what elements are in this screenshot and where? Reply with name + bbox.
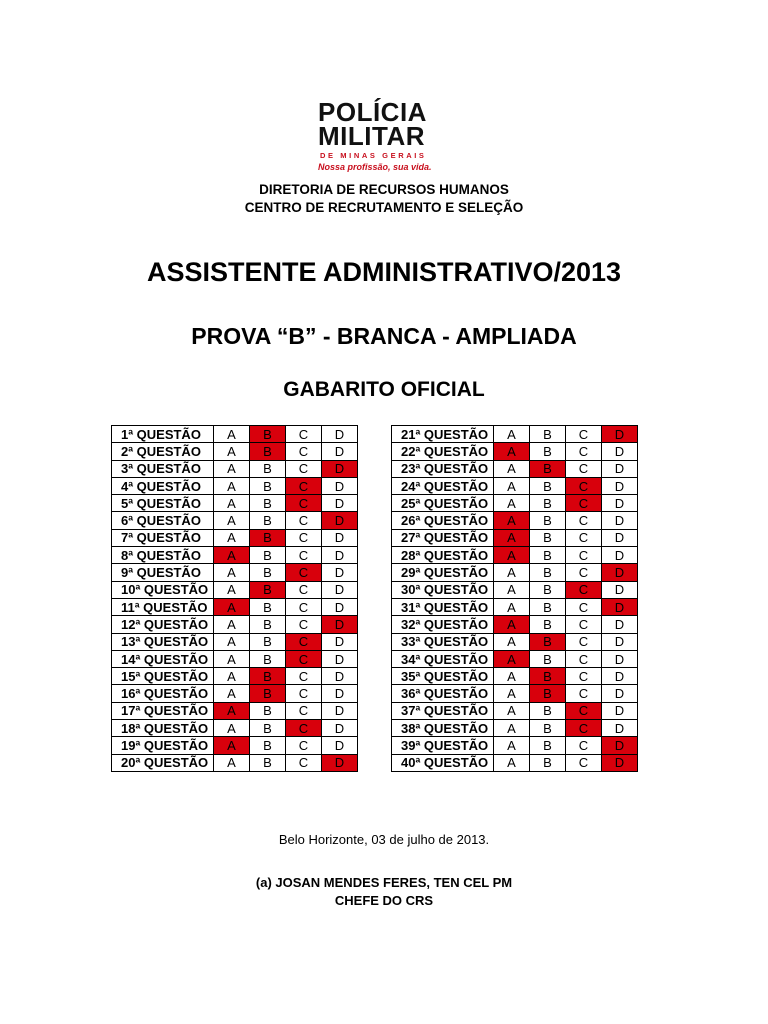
- option-b: B: [530, 616, 566, 633]
- option-a-correct: A: [494, 529, 530, 546]
- option-d: D: [322, 598, 358, 615]
- option-d: D: [322, 702, 358, 719]
- option-c-correct: C: [566, 720, 602, 737]
- question-label: 18ª QUESTÃO: [112, 720, 214, 737]
- option-d-correct: D: [602, 737, 638, 754]
- option-c-correct: C: [286, 633, 322, 650]
- option-b: B: [250, 737, 286, 754]
- question-label: 13ª QUESTÃO: [112, 633, 214, 650]
- option-b: B: [530, 443, 566, 460]
- question-label: 25ª QUESTÃO: [392, 495, 494, 512]
- table-row: [392, 633, 638, 650]
- question-label: 16ª QUESTÃO: [112, 685, 214, 702]
- option-a: A: [214, 529, 250, 546]
- option-d: D: [322, 426, 358, 443]
- question-label: 17ª QUESTÃO: [112, 702, 214, 719]
- option-a: A: [494, 495, 530, 512]
- option-c: C: [566, 460, 602, 477]
- option-d: D: [322, 668, 358, 685]
- table-row: [112, 633, 358, 650]
- option-b: B: [250, 512, 286, 529]
- option-a-correct: A: [494, 443, 530, 460]
- option-a: A: [214, 426, 250, 443]
- option-a-correct: A: [214, 737, 250, 754]
- option-d-correct: D: [322, 460, 358, 477]
- option-a: A: [494, 477, 530, 494]
- question-label: 38ª QUESTÃO: [392, 720, 494, 737]
- option-b: B: [530, 547, 566, 564]
- option-c: C: [566, 685, 602, 702]
- option-d: D: [322, 685, 358, 702]
- table-row: [392, 477, 638, 494]
- option-b: B: [250, 547, 286, 564]
- question-label: 36ª QUESTÃO: [392, 685, 494, 702]
- option-b: B: [250, 460, 286, 477]
- question-label: 19ª QUESTÃO: [112, 737, 214, 754]
- question-label: 1ª QUESTÃO: [112, 426, 214, 443]
- question-label: 4ª QUESTÃO: [112, 477, 214, 494]
- option-a: A: [214, 754, 250, 771]
- logo-line-2: MILITAR: [318, 121, 425, 151]
- question-label: 8ª QUESTÃO: [112, 547, 214, 564]
- table-row: [392, 443, 638, 460]
- answer-key-heading: GABARITO OFICIAL: [283, 378, 485, 401]
- option-d: D: [322, 581, 358, 598]
- option-c: C: [286, 581, 322, 598]
- option-a: A: [494, 633, 530, 650]
- option-b: B: [250, 564, 286, 581]
- option-b: B: [530, 512, 566, 529]
- table-row: [112, 547, 358, 564]
- option-c: C: [286, 529, 322, 546]
- option-a: A: [214, 443, 250, 460]
- option-c: C: [566, 737, 602, 754]
- option-c: C: [566, 512, 602, 529]
- question-label: 26ª QUESTÃO: [392, 512, 494, 529]
- option-d-correct: D: [602, 426, 638, 443]
- answer-table-left: [111, 425, 358, 772]
- question-label: 28ª QUESTÃO: [392, 547, 494, 564]
- table-row: [112, 529, 358, 546]
- option-b-correct: B: [250, 581, 286, 598]
- option-a: A: [214, 564, 250, 581]
- option-d: D: [322, 737, 358, 754]
- question-label: 10ª QUESTÃO: [112, 581, 214, 598]
- option-b: B: [530, 477, 566, 494]
- option-b: B: [530, 720, 566, 737]
- question-label: 31ª QUESTÃO: [392, 598, 494, 615]
- option-c: C: [566, 443, 602, 460]
- question-label: 37ª QUESTÃO: [392, 702, 494, 719]
- table-row: [392, 616, 638, 633]
- question-label: 11ª QUESTÃO: [112, 598, 214, 615]
- option-a: A: [214, 512, 250, 529]
- question-label: 5ª QUESTÃO: [112, 495, 214, 512]
- signature-role: CHEFE DO CRS: [334, 893, 434, 908]
- option-d: D: [322, 495, 358, 512]
- option-a: A: [494, 754, 530, 771]
- option-a: A: [494, 685, 530, 702]
- option-a: A: [214, 581, 250, 598]
- option-d-correct: D: [602, 754, 638, 771]
- option-c: C: [566, 633, 602, 650]
- option-c: C: [286, 512, 322, 529]
- question-label: 12ª QUESTÃO: [112, 616, 214, 633]
- signature-block: [0, 874, 768, 910]
- option-b-correct: B: [530, 460, 566, 477]
- option-c: C: [566, 668, 602, 685]
- option-b: B: [250, 754, 286, 771]
- option-b: B: [530, 754, 566, 771]
- option-c-correct: C: [286, 650, 322, 667]
- option-b: B: [250, 633, 286, 650]
- option-c: C: [566, 564, 602, 581]
- option-b: B: [250, 702, 286, 719]
- option-a: A: [494, 598, 530, 615]
- pmmg-logo: [318, 97, 458, 172]
- table-row: [392, 460, 638, 477]
- option-d: D: [602, 650, 638, 667]
- question-label: 6ª QUESTÃO: [112, 512, 214, 529]
- option-c-correct: C: [566, 495, 602, 512]
- question-label: 23ª QUESTÃO: [392, 460, 494, 477]
- table-row: [392, 547, 638, 564]
- option-a: A: [214, 685, 250, 702]
- option-d: D: [322, 443, 358, 460]
- option-b-correct: B: [530, 685, 566, 702]
- option-c: C: [566, 426, 602, 443]
- table-row: [112, 616, 358, 633]
- table-row: [112, 720, 358, 737]
- option-b: B: [250, 720, 286, 737]
- option-b: B: [530, 702, 566, 719]
- option-d: D: [602, 633, 638, 650]
- option-d: D: [322, 633, 358, 650]
- option-c: C: [566, 754, 602, 771]
- option-c-correct: C: [286, 564, 322, 581]
- option-a: A: [494, 702, 530, 719]
- option-b: B: [530, 495, 566, 512]
- org-line-1: DIRETORIA DE RECURSOS HUMANOS: [259, 182, 509, 197]
- question-label: 15ª QUESTÃO: [112, 668, 214, 685]
- option-b-correct: B: [530, 668, 566, 685]
- option-b-correct: B: [530, 633, 566, 650]
- option-c: C: [286, 598, 322, 615]
- option-b: B: [250, 477, 286, 494]
- option-b: B: [530, 581, 566, 598]
- option-c: C: [286, 668, 322, 685]
- place-date: Belo Horizonte, 03 de julho de 2013.: [278, 832, 490, 847]
- option-c: C: [286, 702, 322, 719]
- answer-table-right: [391, 425, 638, 772]
- question-label: 2ª QUESTÃO: [112, 443, 214, 460]
- table-row: [112, 702, 358, 719]
- option-a-correct: A: [494, 512, 530, 529]
- option-a-correct: A: [214, 598, 250, 615]
- table-row: [112, 737, 358, 754]
- option-a: A: [214, 616, 250, 633]
- question-label: 39ª QUESTÃO: [392, 737, 494, 754]
- option-b: B: [250, 616, 286, 633]
- option-b: B: [530, 598, 566, 615]
- logo-line-3: DE MINAS GERAIS: [320, 151, 427, 160]
- table-row: [112, 426, 358, 443]
- table-row: [392, 512, 638, 529]
- table-row: [392, 685, 638, 702]
- option-c: C: [566, 598, 602, 615]
- option-d: D: [322, 720, 358, 737]
- table-row: [392, 720, 638, 737]
- logo-line-1: POLÍCIA: [318, 97, 427, 127]
- option-a-correct: A: [494, 616, 530, 633]
- question-label: 14ª QUESTÃO: [112, 650, 214, 667]
- option-a-correct: A: [214, 702, 250, 719]
- option-b: B: [530, 564, 566, 581]
- option-b: B: [530, 426, 566, 443]
- option-d: D: [602, 720, 638, 737]
- question-label: 20ª QUESTÃO: [112, 754, 214, 771]
- question-label: 27ª QUESTÃO: [392, 529, 494, 546]
- option-c-correct: C: [286, 477, 322, 494]
- option-b: B: [250, 598, 286, 615]
- table-row: [112, 512, 358, 529]
- table-row: [112, 685, 358, 702]
- option-c: C: [286, 754, 322, 771]
- option-d: D: [322, 650, 358, 667]
- option-b: B: [530, 650, 566, 667]
- question-label: 35ª QUESTÃO: [392, 668, 494, 685]
- option-d: D: [602, 616, 638, 633]
- option-a: A: [494, 737, 530, 754]
- question-label: 7ª QUESTÃO: [112, 529, 214, 546]
- org-header: [0, 181, 768, 217]
- option-a: A: [494, 426, 530, 443]
- option-b-correct: B: [250, 685, 286, 702]
- logo-tagline: Nossa profissão, sua vida.: [318, 162, 432, 172]
- option-c: C: [286, 443, 322, 460]
- option-d: D: [322, 547, 358, 564]
- option-c: C: [286, 685, 322, 702]
- question-label: 24ª QUESTÃO: [392, 477, 494, 494]
- table-row: [392, 529, 638, 546]
- option-a: A: [214, 650, 250, 667]
- question-label: 33ª QUESTÃO: [392, 633, 494, 650]
- option-c: C: [566, 529, 602, 546]
- option-a: A: [494, 460, 530, 477]
- option-d-correct: D: [602, 598, 638, 615]
- table-row: [112, 564, 358, 581]
- option-d-correct: D: [602, 564, 638, 581]
- table-row: [392, 598, 638, 615]
- option-c: C: [286, 426, 322, 443]
- option-c-correct: C: [286, 720, 322, 737]
- table-row: [112, 650, 358, 667]
- option-a-correct: A: [494, 650, 530, 667]
- question-label: 21ª QUESTÃO: [392, 426, 494, 443]
- question-label: 9ª QUESTÃO: [112, 564, 214, 581]
- signature-name: (a) JOSAN MENDES FERES, TEN CEL PM: [255, 875, 513, 890]
- option-a: A: [494, 668, 530, 685]
- question-label: 29ª QUESTÃO: [392, 564, 494, 581]
- option-d: D: [602, 477, 638, 494]
- table-row: [392, 754, 638, 771]
- table-row: [112, 443, 358, 460]
- question-label: 40ª QUESTÃO: [392, 754, 494, 771]
- option-d: D: [602, 443, 638, 460]
- table-row: [112, 477, 358, 494]
- option-a-correct: A: [214, 547, 250, 564]
- option-d: D: [602, 512, 638, 529]
- question-label: 32ª QUESTÃO: [392, 616, 494, 633]
- option-a: A: [214, 477, 250, 494]
- option-b-correct: B: [250, 668, 286, 685]
- table-row: [112, 598, 358, 615]
- table-row: [392, 495, 638, 512]
- table-row: [112, 460, 358, 477]
- option-b: B: [250, 650, 286, 667]
- option-a: A: [214, 633, 250, 650]
- option-a: A: [214, 720, 250, 737]
- table-row: [112, 668, 358, 685]
- option-c: C: [286, 547, 322, 564]
- question-label: 30ª QUESTÃO: [392, 581, 494, 598]
- option-b: B: [530, 529, 566, 546]
- option-c: C: [286, 737, 322, 754]
- question-label: 22ª QUESTÃO: [392, 443, 494, 460]
- page-title: ASSISTENTE ADMINISTRATIVO/2013: [146, 257, 622, 287]
- option-d: D: [602, 529, 638, 546]
- option-c: C: [566, 547, 602, 564]
- option-a: A: [494, 564, 530, 581]
- table-row: [392, 702, 638, 719]
- option-a: A: [214, 668, 250, 685]
- exam-subtitle: PROVA “B” - BRANCA - AMPLIADA: [191, 323, 577, 349]
- option-b-correct: B: [250, 443, 286, 460]
- option-b-correct: B: [250, 529, 286, 546]
- table-row: [112, 754, 358, 771]
- question-label: 3ª QUESTÃO: [112, 460, 214, 477]
- table-row: [392, 564, 638, 581]
- table-row: [112, 581, 358, 598]
- question-label: 34ª QUESTÃO: [392, 650, 494, 667]
- option-b-correct: B: [250, 426, 286, 443]
- option-c-correct: C: [566, 702, 602, 719]
- option-a-correct: A: [494, 547, 530, 564]
- option-c-correct: C: [286, 495, 322, 512]
- table-row: [392, 581, 638, 598]
- table-row: [392, 737, 638, 754]
- option-a: A: [494, 720, 530, 737]
- option-d: D: [602, 685, 638, 702]
- option-a: A: [214, 495, 250, 512]
- option-d: D: [322, 529, 358, 546]
- table-row: [392, 426, 638, 443]
- option-d-correct: D: [322, 616, 358, 633]
- option-c-correct: C: [566, 477, 602, 494]
- option-b: B: [250, 495, 286, 512]
- option-c: C: [566, 616, 602, 633]
- option-b: B: [530, 737, 566, 754]
- option-d-correct: D: [322, 512, 358, 529]
- option-c: C: [286, 460, 322, 477]
- option-d: D: [602, 495, 638, 512]
- option-d: D: [602, 702, 638, 719]
- option-a: A: [214, 460, 250, 477]
- option-d: D: [602, 460, 638, 477]
- option-c: C: [286, 616, 322, 633]
- option-d: D: [602, 547, 638, 564]
- option-d: D: [602, 668, 638, 685]
- option-d: D: [602, 581, 638, 598]
- table-row: [392, 668, 638, 685]
- option-c-correct: C: [566, 581, 602, 598]
- org-line-2: CENTRO DE RECRUTAMENTO E SELEÇÃO: [244, 200, 524, 215]
- table-row: [112, 495, 358, 512]
- option-d: D: [322, 564, 358, 581]
- option-a: A: [494, 581, 530, 598]
- option-d-correct: D: [322, 754, 358, 771]
- table-row: [392, 650, 638, 667]
- option-d: D: [322, 477, 358, 494]
- option-c: C: [566, 650, 602, 667]
